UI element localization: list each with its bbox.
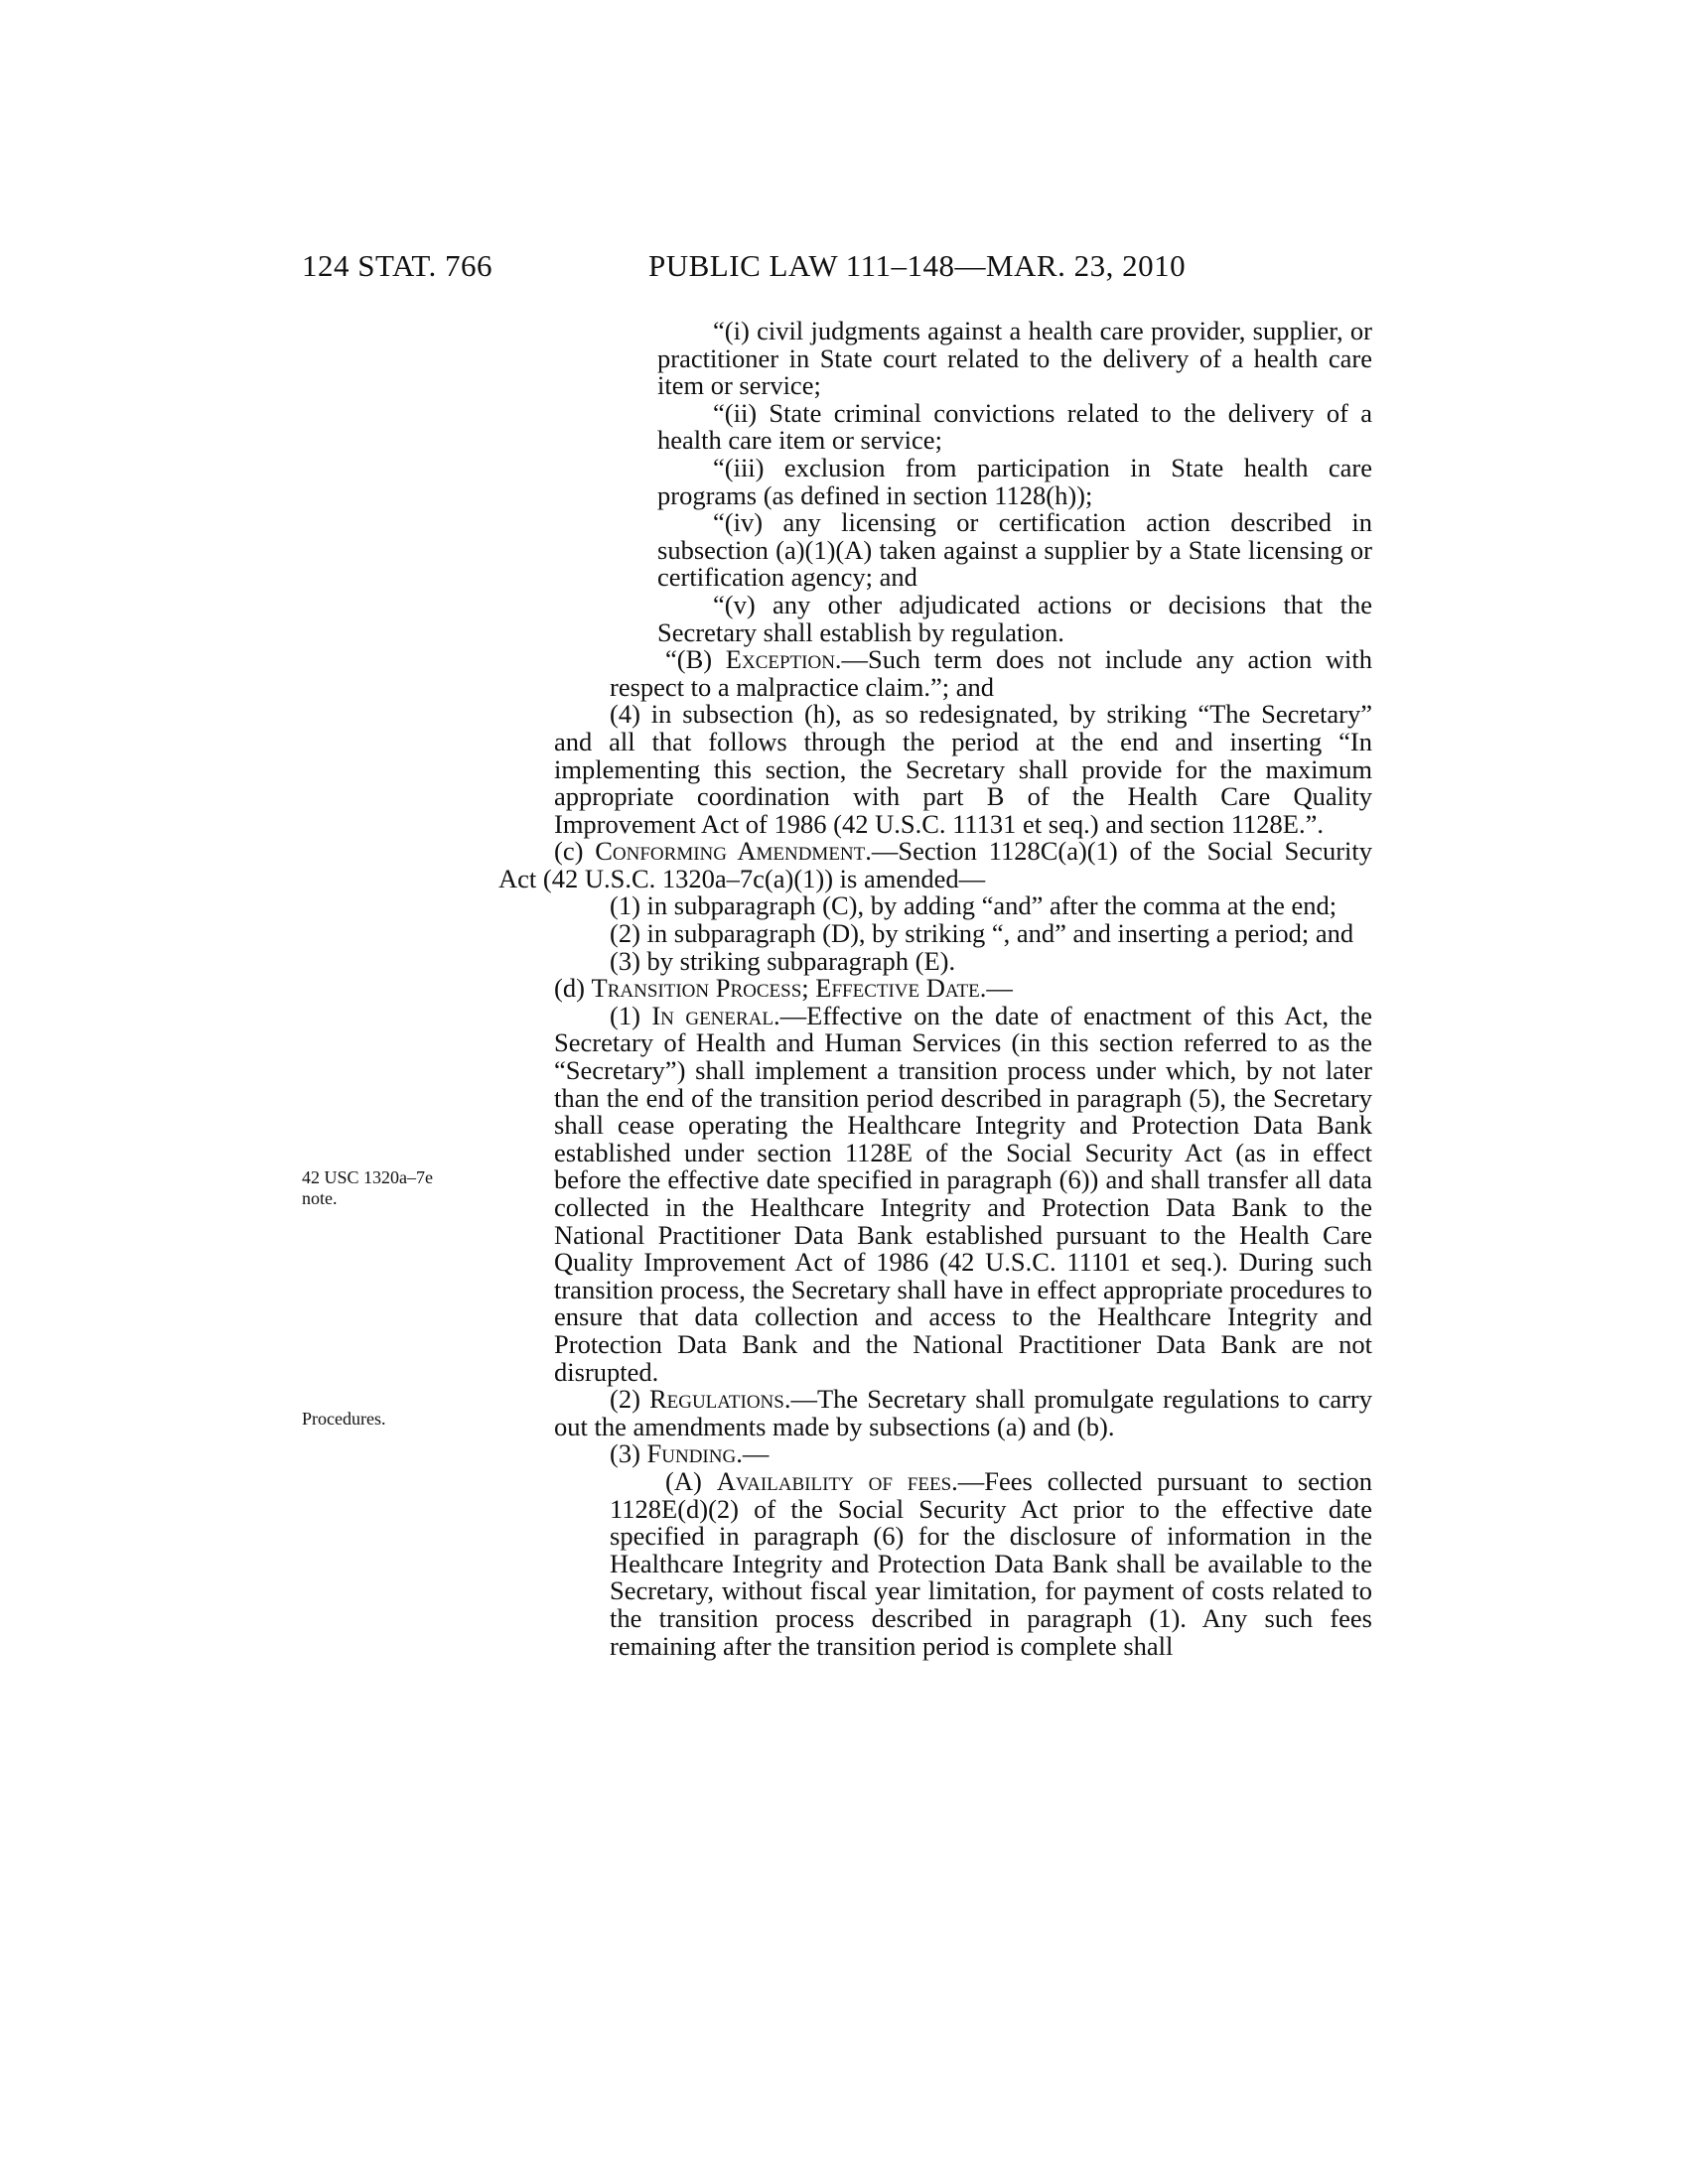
transition-1-in-general: (1) In general.—Effective on the date of enactment of this Act, the Secretary of Health and Human Services (in this section referred to as the “Secretary”) shall implement a transition process under which, by not later than the end of the transition period described in paragraph (5), the Secretary shall cease operating the Healthcare Integrity and Protection Data Bank established under section 1128E of the Social Security Act (as in effect before the effective date specified in paragraph (6)) and shall transfer all data collected in the Healthcare Integrity and Protection Data Bank to the National Practitioner Data Bank established pursuant to the Health Care Quality Improvement Act of 1986 (42 U.S.C. 11101 et seq.). During such transition process, the Secretary shall have in effect appropriate procedures to ensure that data collection and access to the Healthcare Integrity and Protection Data Bank and the National Practitioner Data Bank are not disrupted. <box>554 1000 1372 1387</box>
transition-3-funding: (3) Funding.— <box>610 1438 770 1469</box>
margin-note-procedures: Procedures. <box>302 1409 386 1429</box>
conforming-3: (3) by striking subparagraph (E). <box>610 945 956 976</box>
conforming-2: (2) in subparagraph (D), by striking “, and” and inserting a period; and <box>610 918 1354 949</box>
running-title: PUBLIC LAW 111–148—MAR. 23, 2010 <box>648 248 1187 283</box>
clause-iv: “(iv) any licensing or certification action described in subsection (a)(1)(A) taken against a supplier by a State licensing or certification agency; and <box>657 507 1372 593</box>
clause-i: “(i) civil judgments against a health care provider, supplier, or practitioner in State court related to the delivery of a health care item or service; <box>657 316 1372 401</box>
document-body <box>498 318 1372 1660</box>
clause-iii: “(iii) exclusion from participation in State health care programs (as defined in section 1128(h)); <box>657 452 1372 510</box>
clause-v: “(v) any other adjudicated actions or decisions that the Secretary shall establish by regulation. <box>657 589 1372 647</box>
transition-2-regulations: (2) Regulations.—The Secretary shall promulgate regulations to carry out the amendments made by subsections (a) and (b). <box>554 1384 1372 1441</box>
subparagraph-b-exception: “(B) Exception.—Such term does not include any action with respect to a malpractice claim.”; and <box>610 644 1372 702</box>
margin-note-usc: 42 USC 1320a–7e note. <box>302 1167 433 1208</box>
subsection-c: (c) Conforming Amendment.—Section 1128C(a)(1) of the Social Security Act (42 U.S.C. 1320a–7c(a)(1)) is amended— <box>498 836 1372 893</box>
paragraph-4: (4) in subsection (h), as so redesignated, by striking “The Secretary” and all that follows through the period at the end and inserting “In implementing this section, the Secretary shall provide for the maximum appropriate coordination with part B of the Health Care Quality Improvement Act of 1986 (42 U.S.C. 11131 et seq.) and section 1128E.”. <box>554 699 1372 839</box>
page-header <box>0 248 1688 288</box>
subsection-d-heading: (d) Transition Process; Effective Date.— <box>554 973 1013 1004</box>
conforming-1: (1) in subparagraph (C), by adding “and” after the comma at the end; <box>610 890 1337 921</box>
clause-ii: “(ii) State criminal convictions related to the delivery of a health care item or service; <box>657 397 1372 456</box>
funding-a-availability-of-fees: (A) Availability of fees.—Fees collected pursuant to section 1128E(d)(2) of the Social Security Act prior to the effective date specified in paragraph (6) for the disclosure of information in the Healthcare Integrity and Protection Data Bank shall be available to the Secretary, without fiscal year limitation, for payment of costs related to the transition process described in paragraph (1). Any such fees remaining after the transition period is complete shall <box>610 1465 1372 1661</box>
statute-page-number: 124 STAT. 766 <box>302 248 493 283</box>
